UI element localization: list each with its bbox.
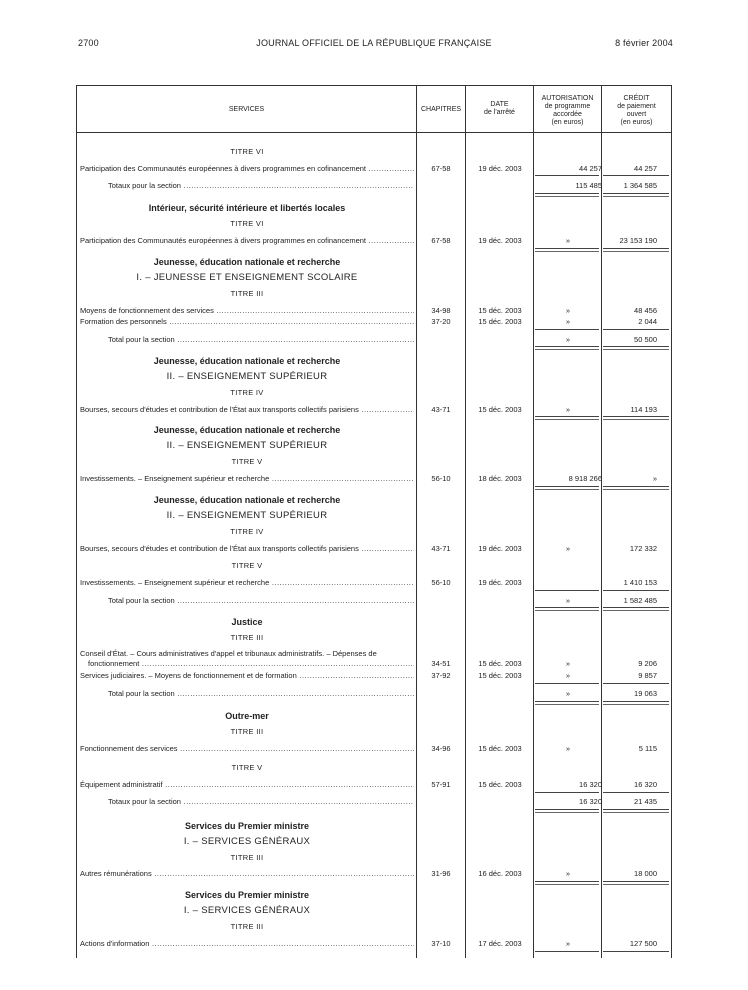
row-autorisation: » bbox=[565, 744, 571, 753]
col-header-cred-l3: ouvert bbox=[626, 111, 647, 118]
col-sep-date bbox=[465, 85, 466, 958]
rule bbox=[603, 175, 669, 176]
section-title: Jeunesse, éducation nationale et recherche bbox=[153, 495, 341, 505]
row-credit: 2 044 bbox=[638, 317, 657, 326]
double-rule bbox=[535, 809, 599, 813]
row-autorisation: » bbox=[565, 544, 571, 553]
double-rule bbox=[535, 416, 599, 420]
col-header-date-l2: de l'arrêté bbox=[484, 109, 515, 116]
total-autorisation: » bbox=[565, 596, 571, 605]
total-autorisation: » bbox=[565, 335, 571, 344]
row-date: 19 déc. 2003 bbox=[478, 578, 522, 587]
row-description: Équipement administratif ..... bbox=[80, 780, 414, 789]
double-rule bbox=[603, 416, 669, 420]
double-rule bbox=[535, 607, 599, 611]
total-label: Totaux pour la section ..... bbox=[108, 797, 414, 806]
row-date: 19 déc. 2003 bbox=[478, 544, 522, 553]
row-chapitre: 34-51 bbox=[431, 659, 451, 668]
row-date: 15 déc. 2003 bbox=[478, 306, 522, 315]
row-credit: 23 153 190 bbox=[619, 236, 657, 245]
col-header-credit bbox=[602, 95, 671, 127]
section-title: Jeunesse, éducation nationale et recherche bbox=[153, 425, 341, 435]
col-header-cred-l4: (en euros) bbox=[620, 119, 653, 126]
col-header-date-l1: DATE bbox=[490, 101, 509, 108]
row-date: 19 déc. 2003 bbox=[478, 164, 522, 173]
row-credit: 44 257 bbox=[634, 164, 657, 173]
row-chapitre: 67-58 bbox=[431, 164, 451, 173]
row-date: 15 déc. 2003 bbox=[478, 780, 522, 789]
row-chapitre: 31-96 bbox=[431, 869, 451, 878]
titre-label: TITRE III bbox=[230, 289, 264, 298]
rule bbox=[535, 590, 599, 591]
row-date: 16 déc. 2003 bbox=[478, 869, 522, 878]
titre-label: TITRE IV bbox=[230, 388, 264, 397]
col-header-autorisation bbox=[534, 95, 601, 127]
row-chapitre: 37-92 bbox=[431, 671, 451, 680]
row-description: Services judiciaires. – Moyens de fonctionnement et de formation ..... bbox=[80, 671, 414, 680]
section-subtitle: I. – JEUNESSE ET ENSEIGNEMENT SCOLAIRE bbox=[136, 272, 358, 283]
double-rule bbox=[603, 486, 669, 490]
col-sep-chapitres bbox=[416, 85, 417, 958]
row-date: 15 déc. 2003 bbox=[478, 671, 522, 680]
row-date: 15 déc. 2003 bbox=[478, 659, 522, 668]
row-credit: 9 206 bbox=[638, 659, 657, 668]
total-autorisation: 115 485 bbox=[575, 181, 602, 190]
row-description: Participation des Communautés européennes à divers programmes en cofinancement ..... bbox=[80, 164, 414, 173]
row-date: 19 déc. 2003 bbox=[478, 236, 522, 245]
section-title: Jeunesse, éducation nationale et recherche bbox=[153, 356, 341, 366]
row-autorisation: » bbox=[565, 659, 571, 668]
row-autorisation: 16 320 bbox=[579, 780, 602, 789]
row-credit: 48 456 bbox=[634, 306, 657, 315]
row-chapitre: 43-71 bbox=[431, 405, 451, 414]
row-description: Moyens de fonctionnement des services ..... bbox=[80, 306, 414, 315]
double-rule bbox=[535, 248, 599, 252]
rule bbox=[535, 792, 599, 793]
double-rule bbox=[535, 346, 599, 350]
row-chapitre: 56-10 bbox=[431, 578, 451, 587]
row-description: Investissements. – Enseignement supérieur et recherche ..... bbox=[80, 474, 414, 483]
row-chapitre: 56-10 bbox=[431, 474, 451, 483]
row-description: Autres rémunérations ..... bbox=[80, 869, 414, 878]
col-sep-autorisation bbox=[533, 85, 534, 958]
total-label: Totaux pour la section ..... bbox=[108, 181, 414, 190]
rule bbox=[535, 951, 599, 952]
col-header-auth-l3: accordée bbox=[553, 111, 582, 118]
double-rule bbox=[603, 607, 669, 611]
rule bbox=[603, 792, 669, 793]
row-description: Formation des personnels ..... bbox=[80, 317, 414, 326]
col-header-auth-l4: (en euros) bbox=[551, 119, 584, 126]
row-description: Participation des Communautés européennes à divers programmes en cofinancement ..... bbox=[80, 236, 414, 245]
row-chapitre: 37-10 bbox=[431, 939, 451, 948]
row-autorisation: 8 918 266 bbox=[568, 474, 602, 483]
row-description-line1: Conseil d'État. – Cours administratives d'appel et tribunaux administratifs. – Dépenses de bbox=[80, 649, 377, 658]
row-credit: 114 193 bbox=[630, 405, 657, 414]
col-header-date bbox=[466, 101, 533, 117]
col-header-services: SERVICES bbox=[228, 106, 265, 113]
row-autorisation: » bbox=[565, 405, 571, 414]
table-left-border bbox=[76, 85, 77, 958]
row-credit: 5 115 bbox=[638, 744, 657, 753]
row-credit: 16 320 bbox=[634, 780, 657, 789]
rule bbox=[535, 175, 599, 176]
rule bbox=[535, 683, 599, 684]
row-credit: 9 857 bbox=[638, 671, 657, 680]
row-chapitre: 37-20 bbox=[431, 317, 451, 326]
double-rule bbox=[603, 809, 669, 813]
titre-label: TITRE III bbox=[230, 727, 264, 736]
total-credit: 19 063 bbox=[634, 689, 657, 698]
titre-label: TITRE V bbox=[231, 457, 263, 466]
rule bbox=[603, 590, 669, 591]
section-subtitle: II. – ENSEIGNEMENT SUPÉRIEUR bbox=[166, 440, 328, 451]
col-header-cred-l2: de paiement bbox=[617, 103, 656, 110]
section-subtitle: I. – SERVICES GÉNÉRAUX bbox=[183, 836, 311, 847]
row-autorisation: » bbox=[565, 317, 571, 326]
double-rule bbox=[603, 701, 669, 705]
col-header-auth-l2: de programme bbox=[544, 103, 591, 110]
col-sep-credit bbox=[601, 85, 602, 958]
header-bottom-border bbox=[76, 132, 672, 133]
section-title: Services du Premier ministre bbox=[184, 890, 310, 900]
row-date: 15 déc. 2003 bbox=[478, 317, 522, 326]
row-credit: 172 332 bbox=[629, 544, 657, 553]
double-rule bbox=[603, 881, 669, 885]
row-autorisation: » bbox=[565, 939, 571, 948]
table-top-border bbox=[76, 85, 672, 86]
row-autorisation: » bbox=[565, 236, 571, 245]
row-credit: 127 500 bbox=[629, 939, 657, 948]
total-credit: 1 582 485 bbox=[623, 596, 657, 605]
col-header-cred-l1: CRÉDIT bbox=[623, 95, 650, 102]
row-credit: » bbox=[652, 474, 657, 483]
rule bbox=[603, 683, 669, 684]
journal-title: JOURNAL OFFICIEL DE LA RÉPUBLIQUE FRANÇAISE bbox=[256, 38, 492, 48]
row-description: Bourses, secours d'études et contribution de l'État aux transports collectifs parisiens ..... bbox=[80, 544, 414, 553]
row-autorisation: » bbox=[565, 869, 571, 878]
total-label: Total pour la section ..... bbox=[108, 596, 414, 605]
row-description: Fonctionnement des services ..... bbox=[80, 744, 414, 753]
row-description: Investissements. – Enseignement supérieur et recherche ..... bbox=[80, 578, 414, 587]
section-subtitle: I. – SERVICES GÉNÉRAUX bbox=[183, 905, 311, 916]
rule bbox=[603, 951, 669, 952]
total-autorisation: » bbox=[565, 689, 571, 698]
section-subtitle: II. – ENSEIGNEMENT SUPÉRIEUR bbox=[166, 371, 328, 382]
section-title: Intérieur, sécurité intérieure et libertés locales bbox=[148, 203, 346, 213]
rule bbox=[603, 329, 669, 330]
total-credit: 1 364 585 bbox=[623, 181, 657, 190]
row-description: Actions d'information ..... bbox=[80, 939, 414, 948]
titre-label: TITRE IV bbox=[230, 527, 264, 536]
titre-label: TITRE III bbox=[230, 922, 264, 931]
row-autorisation: 44 257 bbox=[579, 164, 602, 173]
double-rule bbox=[603, 248, 669, 252]
row-date: 15 déc. 2003 bbox=[478, 405, 522, 414]
total-label: Total pour la section ..... bbox=[108, 335, 414, 344]
double-rule bbox=[535, 881, 599, 885]
row-credit: 1 410 153 bbox=[623, 578, 657, 587]
total-label: Total pour la section ..... bbox=[108, 689, 414, 698]
row-description: Bourses, secours d'études et contribution de l'État aux transports collectifs parisiens ..... bbox=[80, 405, 414, 414]
titre-label: TITRE VI bbox=[230, 219, 264, 228]
row-date: 15 déc. 2003 bbox=[478, 744, 522, 753]
double-rule bbox=[535, 193, 599, 197]
row-credit: 18 000 bbox=[634, 869, 657, 878]
row-chapitre: 34-98 bbox=[431, 306, 451, 315]
table-right-border bbox=[671, 85, 672, 958]
col-header-chapitres: CHAPITRES bbox=[420, 106, 462, 113]
total-credit: 50 500 bbox=[634, 335, 657, 344]
double-rule bbox=[535, 486, 599, 490]
section-title: Jeunesse, éducation nationale et recherche bbox=[153, 257, 341, 267]
titre-label: TITRE VI bbox=[230, 147, 264, 156]
double-rule bbox=[603, 346, 669, 350]
titre-label: TITRE V bbox=[231, 763, 263, 772]
row-date: 18 déc. 2003 bbox=[478, 474, 522, 483]
row-date: 17 déc. 2003 bbox=[478, 939, 522, 948]
section-title: Services du Premier ministre bbox=[184, 821, 310, 831]
total-autorisation: 16 320 bbox=[579, 797, 602, 806]
row-autorisation: » bbox=[565, 306, 571, 315]
total-credit: 21 435 bbox=[634, 797, 657, 806]
row-description-line2: fonctionnement ..... bbox=[88, 659, 414, 668]
section-title: Outre-mer bbox=[225, 711, 269, 721]
row-autorisation: » bbox=[565, 671, 571, 680]
titre-label: TITRE III bbox=[230, 633, 264, 642]
section-title: Justice bbox=[231, 617, 263, 627]
journal-date: 8 février 2004 bbox=[615, 38, 673, 48]
section-subtitle: II. – ENSEIGNEMENT SUPÉRIEUR bbox=[166, 510, 328, 521]
row-chapitre: 57-91 bbox=[431, 780, 451, 789]
rule bbox=[535, 329, 599, 330]
row-chapitre: 67-58 bbox=[431, 236, 451, 245]
double-rule bbox=[603, 193, 669, 197]
row-chapitre: 34-96 bbox=[431, 744, 451, 753]
col-header-auth-l1: AUTORISATION bbox=[541, 95, 594, 102]
double-rule bbox=[535, 701, 599, 705]
row-chapitre: 43-71 bbox=[431, 544, 451, 553]
titre-label: TITRE V bbox=[231, 561, 263, 570]
titre-label: TITRE III bbox=[230, 853, 264, 862]
page-number: 2700 bbox=[78, 38, 99, 48]
